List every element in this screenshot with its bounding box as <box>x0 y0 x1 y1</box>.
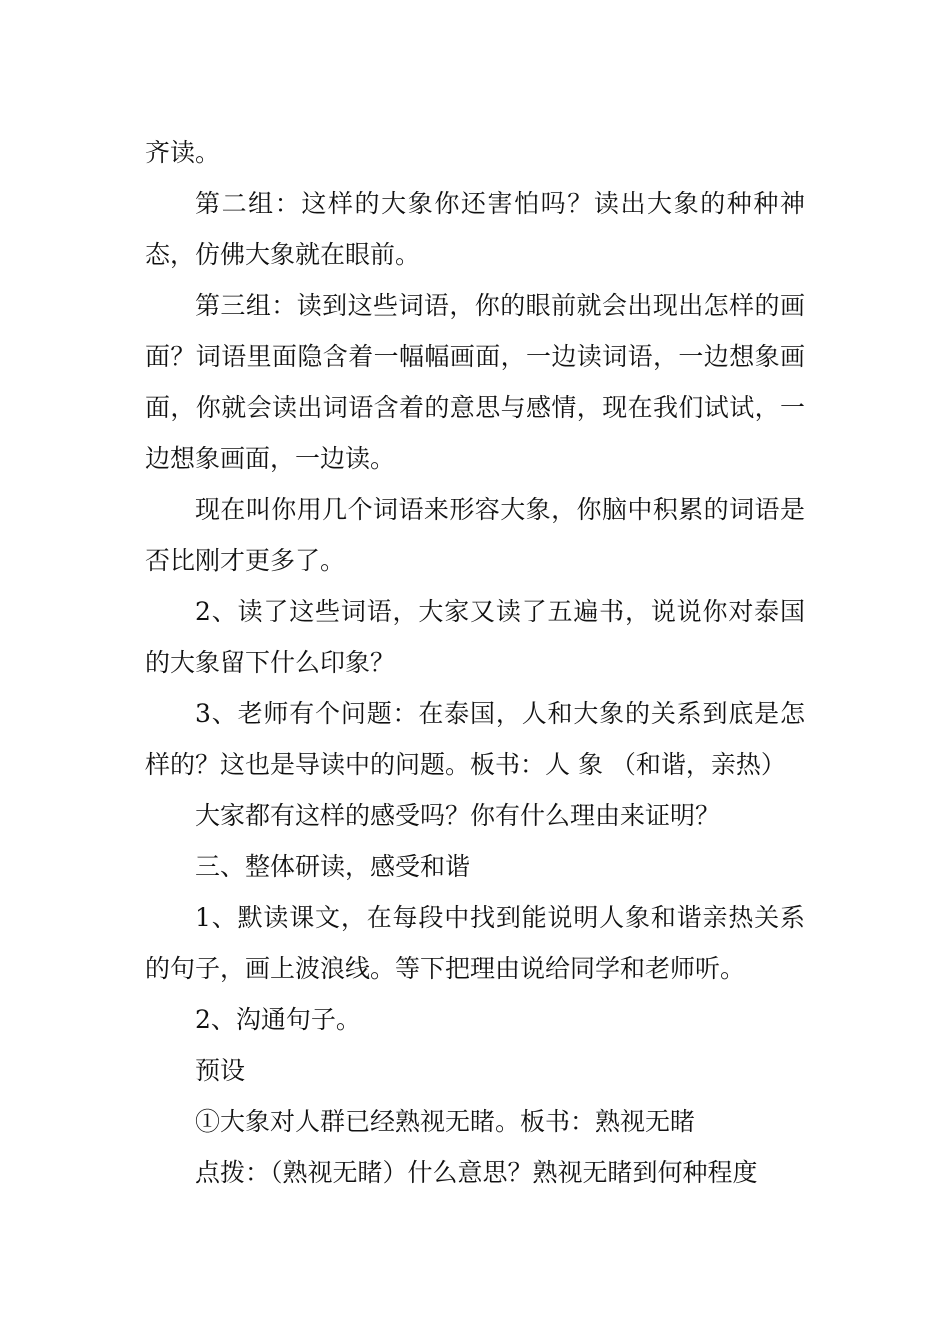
paragraph-13: 点拨：（熟视无睹）什么意思？熟视无睹到何种程度 <box>195 1158 758 1187</box>
paragraph-9: 1、默读课文，在每段中找到能说明人象和谐亲热关系的句子，画上波浪线。等下把理由说给同学和老师听。 <box>145 903 805 983</box>
section-heading: 三、整体研读，感受和谐 <box>195 852 471 881</box>
paragraph-1: 齐读。 <box>145 138 221 167</box>
paragraph-12: ①大象对人群已经熟视无睹。板书：熟视无睹 <box>195 1107 696 1136</box>
paragraph-4: 现在叫你用几个词语来形容大象，你脑中积累的词语是否比刚才更多了。 <box>145 495 805 575</box>
paragraph-7: 大家都有这样的感受吗？你有什么理由来证明？ <box>195 801 721 830</box>
paragraph-3: 第三组：读到这些词语，你的眼前就会出现出怎样的画面？词语里面隐含着一幅幅画面，一边读词语，一边想象画面，你就会读出词语含着的意思与感情，现在我们试试，一边想象画面，一边读。 <box>145 291 805 473</box>
paragraph-2: 第二组：这样的大象你还害怕吗？读出大象的种种神态，仿佛大象就在眼前。 <box>145 189 805 269</box>
document-body <box>145 127 805 1198</box>
paragraph-6: 3、老师有个问题：在泰国，人和大象的关系到底是怎样的？这也是导读中的问题。板书：人 象 （和谐，亲热） <box>145 699 805 779</box>
paragraph-10: 2、沟通句子。 <box>195 1005 361 1034</box>
paragraph-5: 2、读了这些词语，大家又读了五遍书，说说你对泰国的大象留下什么印象？ <box>145 597 805 677</box>
paragraph-11: 预设 <box>195 1056 246 1085</box>
